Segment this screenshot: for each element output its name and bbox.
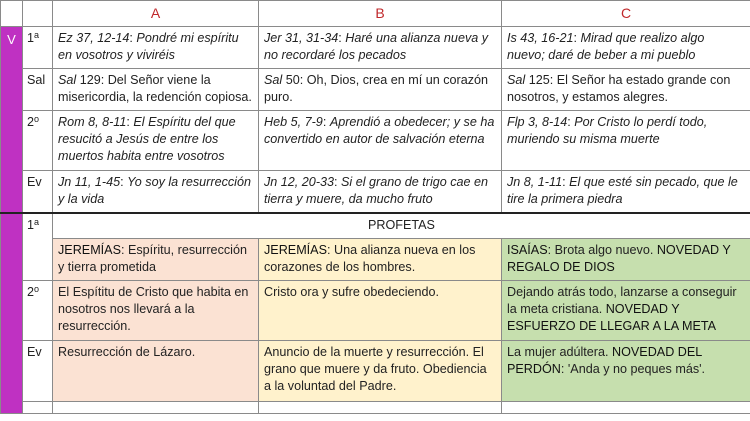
empty-cell [502, 402, 750, 414]
reading-cell: Heb 5, 7-9: Aprendió a obedecer; y se ha convertido en autor de salvación eterna [259, 111, 502, 171]
header-blank-label [23, 1, 53, 27]
table-row [1, 171, 750, 213]
reading-cell: Jer 31, 31-34: Haré una alianza nueva y no recordaré los pecados [259, 27, 502, 69]
summary-cell-b: JEREMÍAS: Una alianza nueva en los corazones de los hombres. [259, 239, 502, 281]
table-row [1, 213, 750, 239]
empty-cell [53, 402, 259, 414]
table-row [1, 281, 750, 341]
row-label: Ev [23, 341, 53, 402]
summary-cell-c: La mujer adúltera. NOVEDAD DEL PERDÓN: 'Anda y no peques más'. [502, 341, 750, 402]
row-label: 2$^o$ [23, 281, 53, 341]
summary-cell-b: Anuncio de la muerte y resurrección. El grano que muere y da fruto. Obediencia a la voluntad del Padre. [259, 341, 502, 402]
row-label: 2$^o$ [23, 111, 53, 171]
table-row [1, 69, 750, 111]
gospel-cell: Jn 11, 1-45: Yo soy la resurrección y la vida [53, 171, 259, 213]
summary-cell-a: Resurrección de Lázaro. [53, 341, 259, 402]
row-label: 1$^a$ [23, 27, 53, 69]
reading-cell: Flp 3, 8-14: Por Cristo lo perdí todo, muriendo su misma muerte [502, 111, 750, 171]
reading-cell: Ez 37, 12-14: Pondré mi espíritu en vosotros y viviréis [53, 27, 259, 69]
prophets-header: PROFETAS [53, 213, 750, 239]
row-label: Sal [23, 69, 53, 111]
table-row [1, 402, 750, 414]
psalm-cell: Sal 125: El Señor ha estado grande con nosotros, y estamos alegres. [502, 69, 750, 111]
reading-cell: Is 43, 16-21: Mirad que realizo algo nuevo; daré de beber a mi pueblo [502, 27, 750, 69]
section-side-bar [1, 213, 23, 414]
reading-cell: Rom 8, 8-11: El Espíritu del que resucitó a Jesús de entre los muertos habita entre vosotros [53, 111, 259, 171]
section-side-label: V [1, 27, 23, 213]
summary-cell-c: ISAÍAS: Brota algo nuevo. NOVEDAD Y REGALO DE DIOS [502, 239, 750, 281]
header-row [1, 1, 750, 27]
table-row [1, 239, 750, 281]
empty-cell [259, 402, 502, 414]
column-header-b: B [259, 1, 502, 27]
row-label: 1$^a$ [23, 213, 53, 281]
summary-cell-a: El Espítitu de Cristo que habita en nosotros nos llevará a la resurrección. [53, 281, 259, 341]
table-row [1, 111, 750, 171]
psalm-cell: Sal 129: Del Señor viene la misericordia, la redención copiosa. [53, 69, 259, 111]
column-header-c: C [502, 1, 750, 27]
summary-cell-b: Cristo ora y sufre obedeciendo. [259, 281, 502, 341]
summary-cell-c: Dejando atrás todo, lanzarse a conseguir la meta cristiana. NOVEDAD Y ESFUERZO DE LLEGAR A LA META [502, 281, 750, 341]
column-header-a: A [53, 1, 259, 27]
gospel-cell: Jn 12, 20-33: Si el grano de trigo cae en tierra y muere, da mucho fruto [259, 171, 502, 213]
empty-cell [23, 402, 53, 414]
table-row [1, 341, 750, 402]
table-row [1, 27, 750, 69]
gospel-cell: Jn 8, 1-11: El que esté sin pecado, que le tire la primera piedra [502, 171, 750, 213]
summary-cell-a: JEREMÍAS: Espíritu, resurrección y tierra prometida [53, 239, 259, 281]
row-label: Ev [23, 171, 53, 213]
header-blank-side [1, 1, 23, 27]
psalm-cell: Sal 50: Oh, Dios, crea en mí un corazón puro. [259, 69, 502, 111]
